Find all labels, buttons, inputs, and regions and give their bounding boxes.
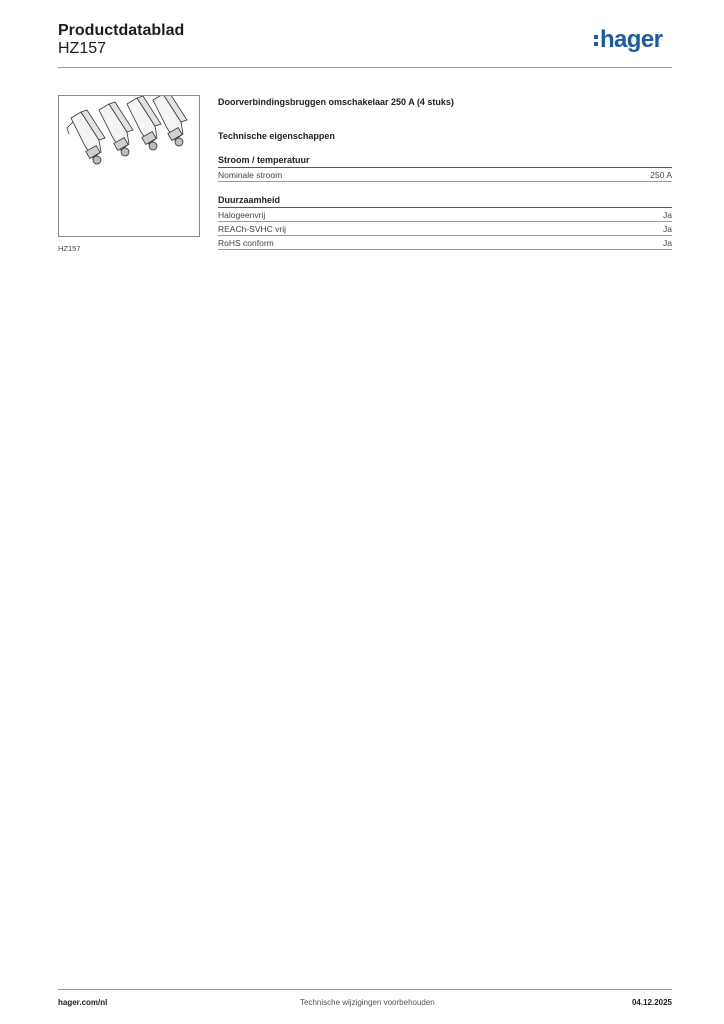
- logo-text: hager: [600, 26, 663, 53]
- footer-divider: [58, 989, 672, 990]
- property-row: [218, 236, 672, 250]
- property-value: 250 A: [650, 170, 672, 180]
- logo-dots-icon: [594, 35, 598, 46]
- property-label: REACh-SVHC vrij: [218, 224, 287, 234]
- property-label: Halogeenvrij: [218, 210, 266, 220]
- busbar-bridges-illustration: [59, 96, 199, 236]
- property-label: Nominale stroom: [218, 170, 283, 180]
- product-code: HZ157: [58, 40, 107, 57]
- group-heading: Duurzaamheid: [218, 194, 672, 208]
- hager-logo: [594, 28, 662, 52]
- footer-date: 04.12.2025: [631, 998, 672, 1007]
- property-row: [218, 168, 672, 182]
- image-caption: HZ157: [58, 244, 81, 253]
- product-details: [218, 96, 672, 250]
- section-title: Technische eigenschappen: [218, 131, 335, 141]
- group-heading: Stroom / temperatuur: [218, 154, 672, 168]
- footer-website-link[interactable]: hager.com/nl: [58, 998, 108, 1007]
- document-title: Productdatablad: [58, 22, 185, 39]
- property-value: Ja: [663, 238, 672, 248]
- property-row: [218, 222, 672, 236]
- property-value: Ja: [663, 224, 672, 234]
- footer-disclaimer: Technische wijzigingen voorbehouden: [300, 998, 435, 1007]
- header-divider: [58, 67, 672, 68]
- property-value: Ja: [663, 210, 672, 220]
- property-label: RoHS conform: [218, 238, 274, 248]
- property-row: [218, 208, 672, 222]
- product-name: Doorverbindingsbruggen omschakelaar 250 A (4 stuks): [218, 97, 454, 107]
- product-image: [58, 95, 200, 237]
